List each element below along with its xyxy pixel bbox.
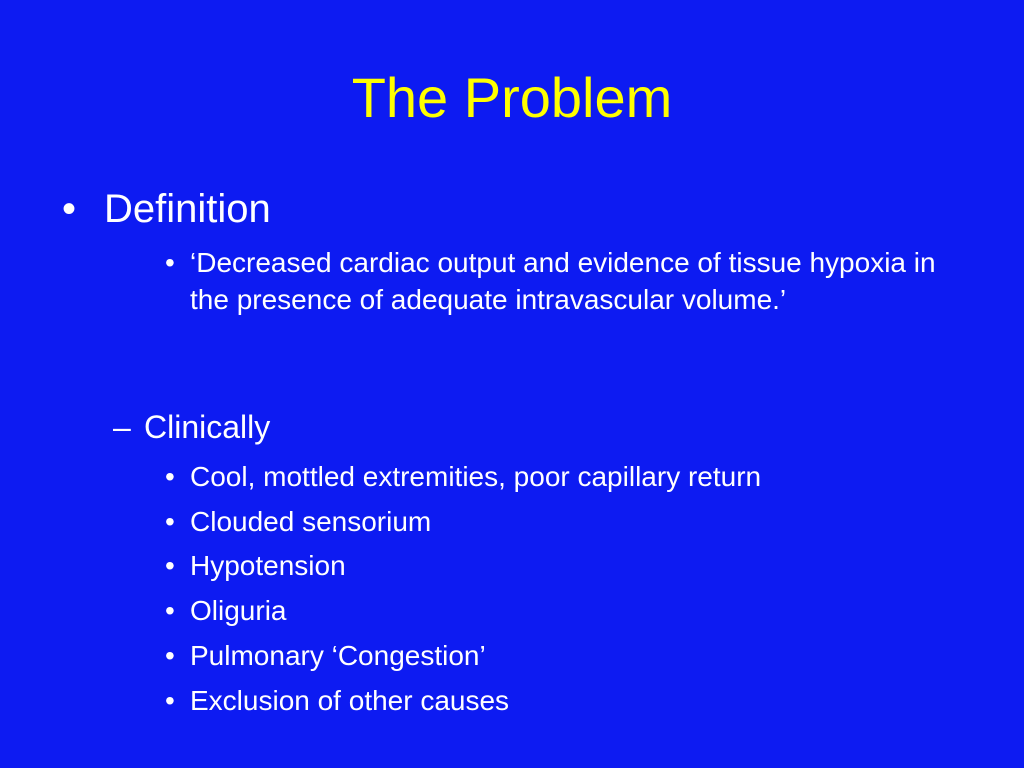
bullet-marker: • — [165, 506, 175, 537]
dash-marker: – — [113, 409, 131, 445]
clinical-sign-text: Oliguria — [190, 595, 287, 626]
bullet-marker: • — [165, 595, 175, 626]
bullet-marker: • — [165, 461, 175, 492]
clinical-sign-text: Pulmonary ‘Congestion’ — [190, 640, 486, 671]
slide-title: The Problem — [351, 66, 673, 129]
bullet-marker: • — [62, 187, 77, 231]
clinical-sign-text: Cool, mottled extremities, poor capillary return — [190, 461, 762, 492]
definition-quote-text: ‘Decreased cardiac output and evidence of tissue hypoxia in the presence of adequate intravascular volume.’ — [190, 247, 936, 315]
bullet-definition-label: Definition — [104, 187, 271, 231]
dash-item-clinically-label: Clinically — [144, 409, 271, 445]
bullet-definition — [60, 186, 271, 232]
clinical-sign-item — [165, 503, 965, 540]
clinical-sign-item — [165, 458, 965, 495]
clinical-sign-item — [165, 682, 965, 719]
bullet-marker: • — [165, 640, 175, 671]
bullet-marker: • — [165, 685, 175, 716]
clinical-sign-text: Clouded sensorium — [190, 506, 432, 537]
clinical-sign-text: Hypotension — [190, 550, 346, 581]
clinical-sign-text: Exclusion of other causes — [190, 685, 510, 716]
dash-item-clinically — [113, 407, 270, 447]
clinical-sign-item — [165, 637, 965, 674]
definition-quote-item — [165, 244, 965, 318]
bullet-marker: • — [165, 550, 175, 581]
clinical-sign-item — [165, 547, 965, 584]
bullet-marker: • — [165, 247, 175, 278]
clinical-sign-item — [165, 592, 965, 629]
